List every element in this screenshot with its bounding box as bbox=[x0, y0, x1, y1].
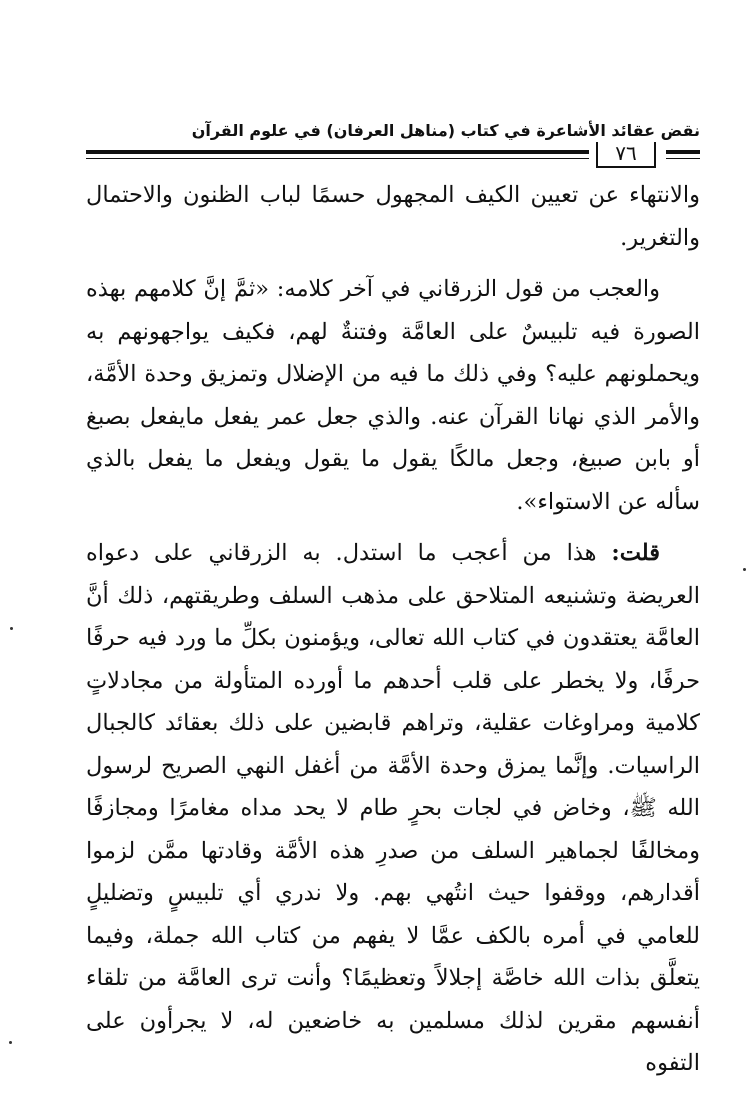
paragraph-2-text: والعجب من قول الزرقاني في آخر كلامه: «ثمَّ إنَّ كلامهم بهذه الصورة فيه تلبيسٌ على العامَّة وفتنةٌ لهم، فكيف يواجهونهم به ويحملونهم عليه؟ وفي ذلك ما فيه من الإضلال وتمزيق وحدة الأمَّة، والأمر الذي نهانا القرآن عنه. والذي جعل عمر يفعل مايفعل بصبغ أو بابن صبيغ، وجعل مالكًا يقول ما يقول ويفعل ما يفعل بالذي سأله عن الاستواء». bbox=[86, 276, 700, 515]
paragraph-3-label: قلت: bbox=[611, 540, 660, 566]
body-text bbox=[86, 174, 700, 1094]
page-number-rule-thin bbox=[666, 158, 700, 159]
paragraph-3-text: هذا من أعجب ما استدل. به الزرقاني على دعواه العريضة وتشنيعه المتلاحق على مذهب السلف وطريقتهم، ذلك أنَّ العامَّة يعتقدون في كتاب الله تعالى، ويؤمنون بكلِّ ما ورد فيه حرفًا حرفًا، ولا يخطر على قلب أحدهم ما أورده المتأولة من مجادلاتٍ كلامية ومراوغات عقلية، وتراهم قابضين على ذلك بعقائد كالجبال الراسيات. وإنَّما يمزق وحدة الأمَّة من أغفل النهي الصريح لرسول الله ﷺ، وخاض في لجات بحرٍ طام لا يحد مداه مغامرًا ومجازفًا ومخالفًا لجماهير السلف من صدرِ هذه الأمَّة وقادتها ممَّن لزموا أقدارهم، ووقفوا حيث انتُهي بهم. ولا ندري أي تلبيسٍ وتضليلٍ للعامي في أمره بالكف عمَّا لا يفهم من كتاب الله جملة، وفيما يتعلَّق بذات الله خاصَّة إجلالاً وتعظيمًا؟ وأنت ترى العامَّة من تلقاء أنفسهم مقرين لذلك مسلمين به خاضعين له، لا يجرأون على التفوه bbox=[86, 540, 700, 1076]
scan-speck bbox=[9, 1041, 12, 1044]
header-rule-thin bbox=[86, 158, 589, 159]
paragraph-2 bbox=[86, 268, 700, 523]
running-title: نقض عقائد الأشاعرة في كتاب (مناهل العرفان) في علوم القرآن bbox=[191, 121, 700, 140]
page-number: ٧٦ bbox=[596, 142, 656, 168]
header-rule-thick bbox=[86, 150, 589, 154]
scan-speck bbox=[10, 627, 13, 630]
paragraph-1-text: والانتهاء عن تعيين الكيف المجهول حسمًا لباب الظنون والاحتمال والتغرير. bbox=[86, 182, 700, 251]
page-number-rule-thick bbox=[666, 150, 700, 154]
page-header bbox=[86, 118, 700, 176]
paragraph-3 bbox=[86, 532, 700, 1085]
scan-speck bbox=[743, 568, 746, 571]
paragraph-1 bbox=[86, 174, 700, 259]
